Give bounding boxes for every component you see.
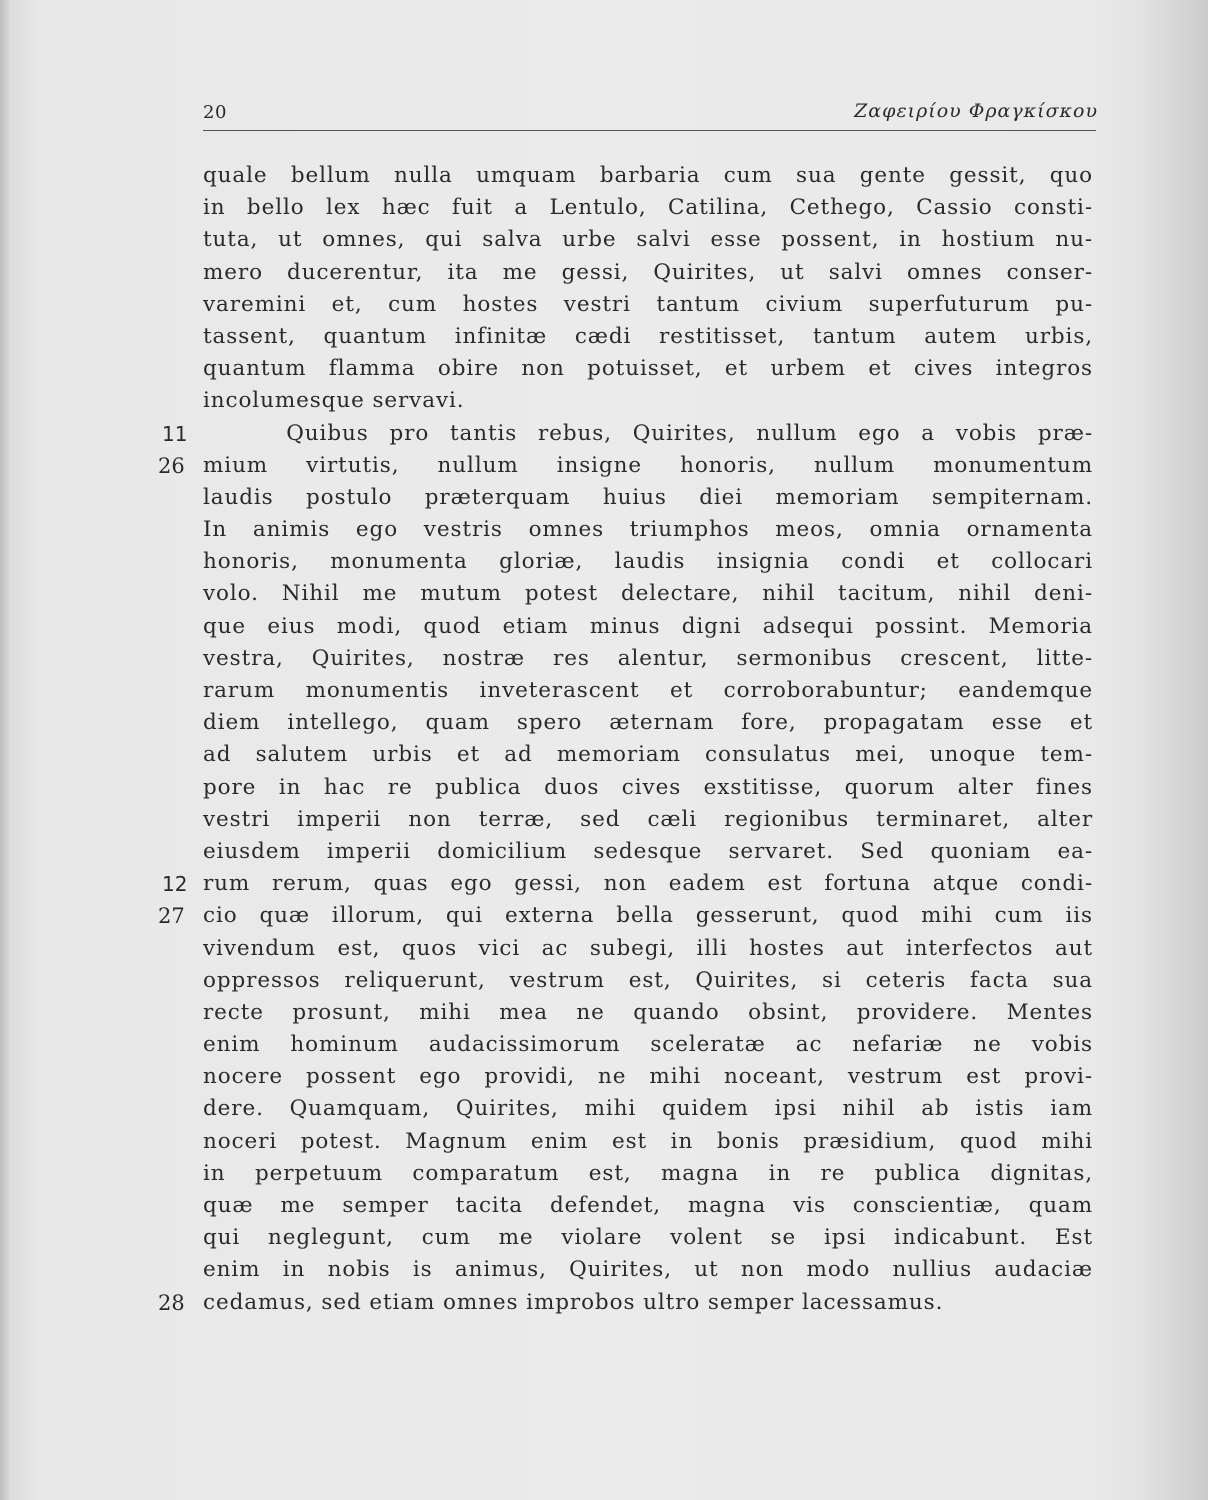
text-line <box>0 192 1208 224</box>
text-line <box>0 868 1208 900</box>
line-text: cio quæ illorum, qui externa bella gesserunt, quod mihi cum iis <box>203 903 1093 929</box>
body-text <box>0 160 1208 1319</box>
page-header <box>203 96 1098 128</box>
text-line <box>0 418 1208 450</box>
line-text: quæ me semper tacita defendet, magna vis conscientiæ, quam <box>203 1193 1093 1218</box>
text-line <box>0 160 1208 192</box>
line-text: Quibus pro tantis rebus, Quirites, nullum ego a vobis præ- <box>203 420 1093 446</box>
line-text: mero ducerentur, ita me gessi, Quirites, ut salvi omnes conser- <box>203 259 1093 285</box>
line-text: quantum flamma obire non potuisset, et urbem et cives integros <box>203 356 1093 382</box>
line-text: recte prosunt, mihi mea ne quando obsint, providere. Mentes <box>203 999 1093 1025</box>
text-line <box>0 1061 1208 1093</box>
text-line <box>0 353 1208 385</box>
margin-number: 26 <box>158 453 185 478</box>
text-line <box>0 675 1208 707</box>
line-text: nocere possent ego providi, ne mihi noceant, vestrum est provi- <box>203 1064 1093 1090</box>
text-line <box>0 739 1208 771</box>
margin-number: 28 <box>158 1290 185 1315</box>
text-line <box>0 1158 1208 1190</box>
line-text: vivendum est, quos vici ac subegi, illi hostes aut interfectos aut <box>203 935 1093 961</box>
text-line <box>0 224 1208 256</box>
text-line <box>0 482 1208 514</box>
text-line <box>0 707 1208 739</box>
text-line <box>0 997 1208 1029</box>
section-number: 12 <box>162 872 188 897</box>
text-line <box>0 289 1208 321</box>
line-text: varemini et, cum hostes vestri tantum civium superfuturum pu- <box>203 291 1093 317</box>
line-text: pore in hac re publica duos cives exstitisse, quorum alter fines <box>203 774 1093 800</box>
line-text: tassent, quantum infinitæ cædi restitisset, tantum autem urbis, <box>203 323 1093 349</box>
header-rule <box>203 130 1096 131</box>
margin-number: 27 <box>158 904 185 929</box>
text-line <box>0 1093 1208 1125</box>
line-text: quale bellum nulla umquam barbaria cum sua gente gessit, quo <box>203 163 1093 188</box>
text-line <box>0 643 1208 675</box>
line-text: cedamus, sed etiam omnes improbos ultro semper lacessamus. <box>203 1289 944 1315</box>
line-text: dere. Quamquam, Quirites, mihi quidem ipsi nihil ab istis iam <box>203 1096 1093 1122</box>
line-text: ad salutem urbis et ad memoriam consulatus mei, unoque tem- <box>203 742 1093 768</box>
text-line <box>0 772 1208 804</box>
line-text: noceri potest. Magnum enim est in bonis præsidium, quod mihi <box>203 1128 1093 1154</box>
text-line <box>0 546 1208 578</box>
line-text: In animis ego vestris omnes triumphos meos, omnia ornamenta <box>203 517 1093 543</box>
line-text: honoris, monumenta gloriæ, laudis insignia condi et collocari <box>203 549 1093 575</box>
running-head: Ζαφειρίου Φραγκίσκου <box>854 100 1098 122</box>
line-text: laudis postulo præterquam huius diei memoriam sempiternam. <box>203 484 1093 510</box>
line-text: incolumesque servavi. <box>203 388 465 414</box>
section-number: 11 <box>162 421 188 446</box>
line-text: tuta, ut omnes, qui salva urbe salvi esse possent, in hostium nu- <box>203 227 1093 253</box>
text-line <box>0 514 1208 546</box>
text-line <box>0 385 1208 417</box>
line-text: rarum monumentis inveterascent et corroborabuntur; eandemque <box>203 678 1093 703</box>
text-line <box>0 965 1208 997</box>
text-line <box>0 933 1208 965</box>
line-text: volo. Nihil me mutum potest delectare, nihil tacitum, nihil deni- <box>203 581 1093 607</box>
line-text: rum rerum, quas ego gessi, non eadem est fortuna atque condi- <box>203 871 1093 897</box>
text-line <box>0 1029 1208 1061</box>
line-text: que eius modi, quod etiam minus digni adsequi possint. Memoria <box>203 613 1093 639</box>
text-line <box>0 321 1208 353</box>
text-line <box>0 257 1208 289</box>
text-line <box>0 1222 1208 1254</box>
text-line <box>0 1190 1208 1222</box>
text-line <box>0 578 1208 610</box>
line-text: enim hominum audacissimorum sceleratæ ac nefariæ ne vobis <box>203 1032 1093 1058</box>
text-line <box>0 804 1208 836</box>
line-text: vestri imperii non terræ, sed cæli regionibus terminaret, alter <box>203 806 1093 832</box>
line-text: in perpetuum comparatum est, magna in re publica dignitas, <box>203 1160 1093 1186</box>
text-line <box>0 611 1208 643</box>
line-text: eiusdem imperii domicilium sedesque servaret. Sed quoniam ea- <box>203 838 1093 864</box>
line-text: mium virtutis, nullum insigne honoris, nullum monumentum <box>203 452 1093 478</box>
text-line <box>0 450 1208 482</box>
page-number: 20 <box>203 102 227 123</box>
text-line <box>0 900 1208 932</box>
text-line <box>0 1126 1208 1158</box>
line-text: oppressos reliquerunt, vestrum est, Quirites, si ceteris facta sua <box>203 967 1093 993</box>
text-line <box>0 1287 1208 1319</box>
line-text: enim in nobis is animus, Quirites, ut non modo nullius audaciæ <box>203 1257 1093 1283</box>
line-text: qui neglegunt, cum me violare volent se ipsi indicabunt. Est <box>203 1225 1093 1251</box>
line-text: vestra, Quirites, nostræ res alentur, sermonibus crescent, litte- <box>203 645 1093 671</box>
text-line <box>0 1254 1208 1286</box>
line-text: diem intellego, quam spero æternam fore, propagatam esse et <box>203 710 1093 736</box>
line-text: in bello lex hæc fuit a Lentulo, Catilina, Cethego, Cassio consti- <box>203 195 1093 221</box>
text-line <box>0 836 1208 868</box>
